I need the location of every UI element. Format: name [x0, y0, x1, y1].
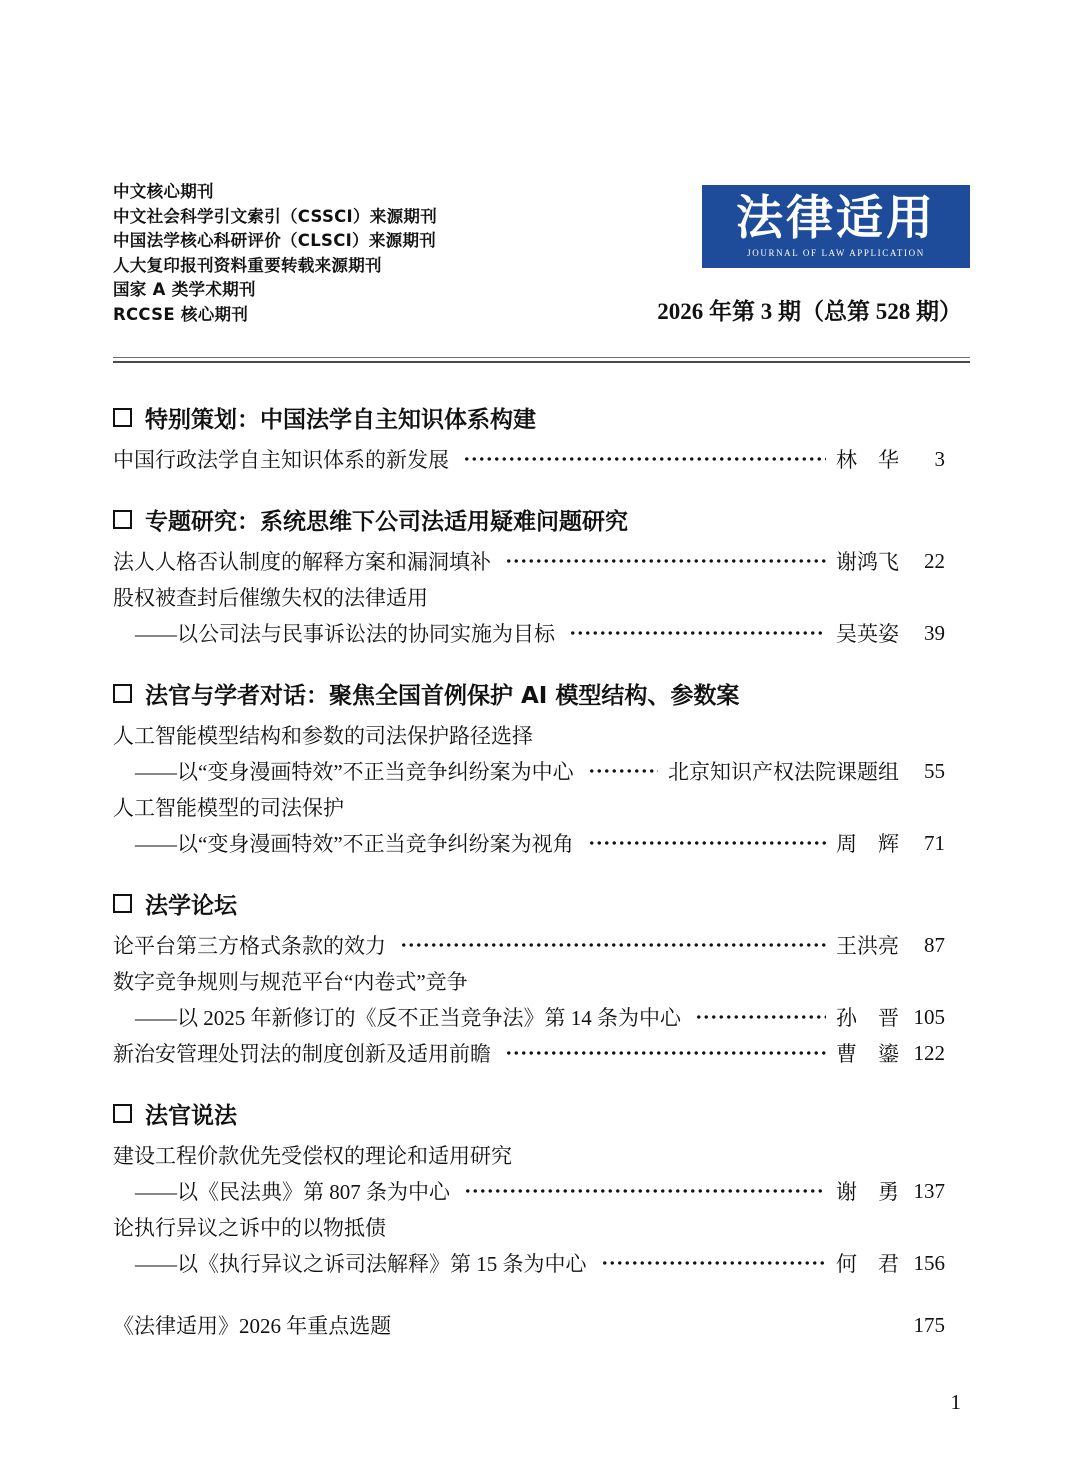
- toc-section-heading: [113, 399, 970, 435]
- toc-entry: [113, 825, 970, 861]
- toc-entry: [113, 1173, 970, 1209]
- toc-entry-author: 北京知识产权法院课题组: [668, 760, 899, 784]
- toc-entry: [113, 1209, 970, 1245]
- toc-extra-row: [113, 1307, 970, 1343]
- toc-entry-title: 股权被查封后催缴失权的法律适用: [113, 586, 428, 610]
- toc-section: [113, 1095, 970, 1281]
- journal-subtitle: JOURNAL OF LAW APPLICATION: [747, 247, 925, 258]
- issue-line: 2026 年第 3 期（总第 528 期）: [657, 299, 962, 324]
- toc-entry-title: 人工智能模型结构和参数的司法保护路径选择: [113, 724, 533, 748]
- toc-entry: [113, 543, 970, 579]
- journal-qualifications: [113, 180, 437, 328]
- toc-sections: [113, 399, 970, 1281]
- toc-section: [113, 399, 970, 477]
- toc-entry-page-number: 3: [934, 446, 945, 471]
- section-marker-icon: [113, 684, 132, 703]
- dot-leader: [463, 441, 826, 477]
- toc-extra-title: 《法律适用》2026 年重点选题: [113, 1314, 392, 1338]
- toc-entry: [113, 441, 970, 477]
- toc-entry-page-number: 122: [913, 1040, 945, 1065]
- journal-logo: [702, 185, 970, 268]
- section-marker-icon: [113, 1104, 132, 1123]
- toc-entry: [113, 1137, 970, 1173]
- toc-entry-page-number: 156: [913, 1250, 945, 1275]
- toc-entry-author: 何 君: [836, 1252, 899, 1276]
- dot-leader: [400, 927, 826, 963]
- toc-entry-title: 中国行政法学自主知识体系的新发展: [113, 448, 449, 472]
- toc-entry-title: 人工智能模型的司法保护: [113, 796, 344, 820]
- toc-entry-page-number: 39: [924, 620, 945, 645]
- toc-entry-title: 论执行异议之诉中的以物抵债: [113, 1216, 386, 1240]
- toc-entry-author: 周 辉: [836, 832, 899, 856]
- toc-entry: [113, 717, 970, 753]
- toc-entry-title: 法人人格否认制度的解释方案和漏洞填补: [113, 550, 491, 574]
- toc-entry: [113, 927, 970, 963]
- toc-entry-title: 数字竞争规则与规范平台“内卷式”竞争: [113, 970, 468, 994]
- toc-section: [113, 885, 970, 1071]
- qualification-line: RCCSE 核心期刊: [113, 304, 249, 324]
- dot-leader: [505, 1035, 826, 1071]
- toc-entry: [113, 753, 970, 789]
- toc-section-body: [113, 441, 970, 477]
- toc-entry-title: ——以《民法典》第 807 条为中心: [135, 1180, 450, 1204]
- toc-entry-author: 孙 晋: [836, 1006, 899, 1030]
- toc-entry-title: ——以“变身漫画特效”不正当竞争纠纷案为视角: [135, 832, 574, 856]
- toc-section-body: [113, 717, 970, 861]
- toc-entry: [113, 615, 970, 651]
- dot-leader: [601, 1245, 827, 1281]
- toc-section-title: 法官说法: [145, 1102, 237, 1129]
- toc-entry-page-number: 55: [924, 758, 945, 783]
- dot-leader: [588, 753, 658, 789]
- section-marker-icon: [113, 894, 132, 913]
- toc-section: [113, 501, 970, 651]
- dot-leader: [464, 1173, 826, 1209]
- dot-leader: [569, 615, 826, 651]
- dot-leader: [505, 543, 826, 579]
- toc-entry-author: 谢鸿飞: [836, 550, 899, 574]
- qualification-line: 中文核心期刊: [113, 182, 214, 201]
- qualification-line: 中文社会科学引文索引（CSSCI）来源期刊: [113, 206, 437, 226]
- toc-entry: [113, 1245, 970, 1281]
- toc-entry-author: 林 华: [836, 448, 899, 472]
- toc-entry-title: ——以《执行异议之诉司法解释》第 15 条为中心: [135, 1252, 587, 1276]
- qualification-line: 国家 A 类学术期刊: [113, 280, 256, 300]
- toc-entry-author: 王洪亮: [836, 934, 899, 958]
- toc-entry-title: ——以“变身漫画特效”不正当竞争纠纷案为中心: [135, 760, 574, 784]
- toc-entry-page-number: 71: [924, 830, 945, 855]
- journal-title: 法律适用: [736, 192, 936, 245]
- toc-section-title: 法学论坛: [145, 892, 237, 919]
- toc-section-heading: [113, 1095, 970, 1131]
- toc-entry-author: 吴英姿: [836, 622, 899, 646]
- toc-section: [113, 675, 970, 861]
- section-marker-icon: [113, 408, 132, 427]
- toc-entry: [113, 579, 970, 615]
- page-number: 1: [950, 1390, 961, 1414]
- toc-entry-page-number: 105: [913, 1004, 945, 1029]
- toc-entry: [113, 963, 970, 999]
- toc: [113, 399, 970, 1343]
- qualification-line: 中国法学核心科研评价（CLSCI）来源期刊: [113, 231, 437, 251]
- header-divider: [113, 357, 970, 363]
- qualification-line: 人大复印报刊资料重要转载来源期刊: [113, 255, 382, 275]
- toc-entry-title: ——以 2025 年新修订的《反不正当竞争法》第 14 条为中心: [135, 1006, 681, 1030]
- dot-leader: [588, 825, 826, 861]
- toc-section-body: [113, 927, 970, 1071]
- toc-section-body: [113, 543, 970, 651]
- toc-entry-author: 曹 鎏: [836, 1042, 899, 1066]
- toc-entry: [113, 1035, 970, 1071]
- toc-section-title: 特别策划：中国法学自主知识体系构建: [145, 406, 536, 433]
- toc-section-heading: [113, 501, 970, 537]
- dot-leader: [695, 999, 826, 1035]
- toc-entry-page-number: 87: [924, 932, 945, 957]
- toc-entry-page-number: 137: [913, 1178, 945, 1203]
- toc-entry-title: 论平台第三方格式条款的效力: [113, 934, 386, 958]
- toc-entry: [113, 789, 970, 825]
- toc-section-heading: [113, 885, 970, 921]
- toc-section-title: 专题研究：系统思维下公司法适用疑难问题研究: [145, 508, 628, 535]
- toc-extra-page-number: 175: [913, 1312, 945, 1337]
- toc-entry-author: 谢 勇: [836, 1180, 899, 1204]
- toc-entry: [113, 999, 970, 1035]
- section-marker-icon: [113, 510, 132, 529]
- toc-entry-title: 新治安管理处罚法的制度创新及适用前瞻: [113, 1042, 491, 1066]
- toc-section-title: 法官与学者对话：聚焦全国首例保护 AI 模型结构、参数案: [145, 682, 740, 709]
- toc-entry-title: ——以公司法与民事诉讼法的协同实施为目标: [135, 622, 555, 646]
- toc-section-heading: [113, 675, 970, 711]
- toc-entry-page-number: 22: [924, 548, 945, 573]
- toc-entry-title: 建设工程价款优先受偿权的理论和适用研究: [113, 1144, 512, 1168]
- toc-section-body: [113, 1137, 970, 1281]
